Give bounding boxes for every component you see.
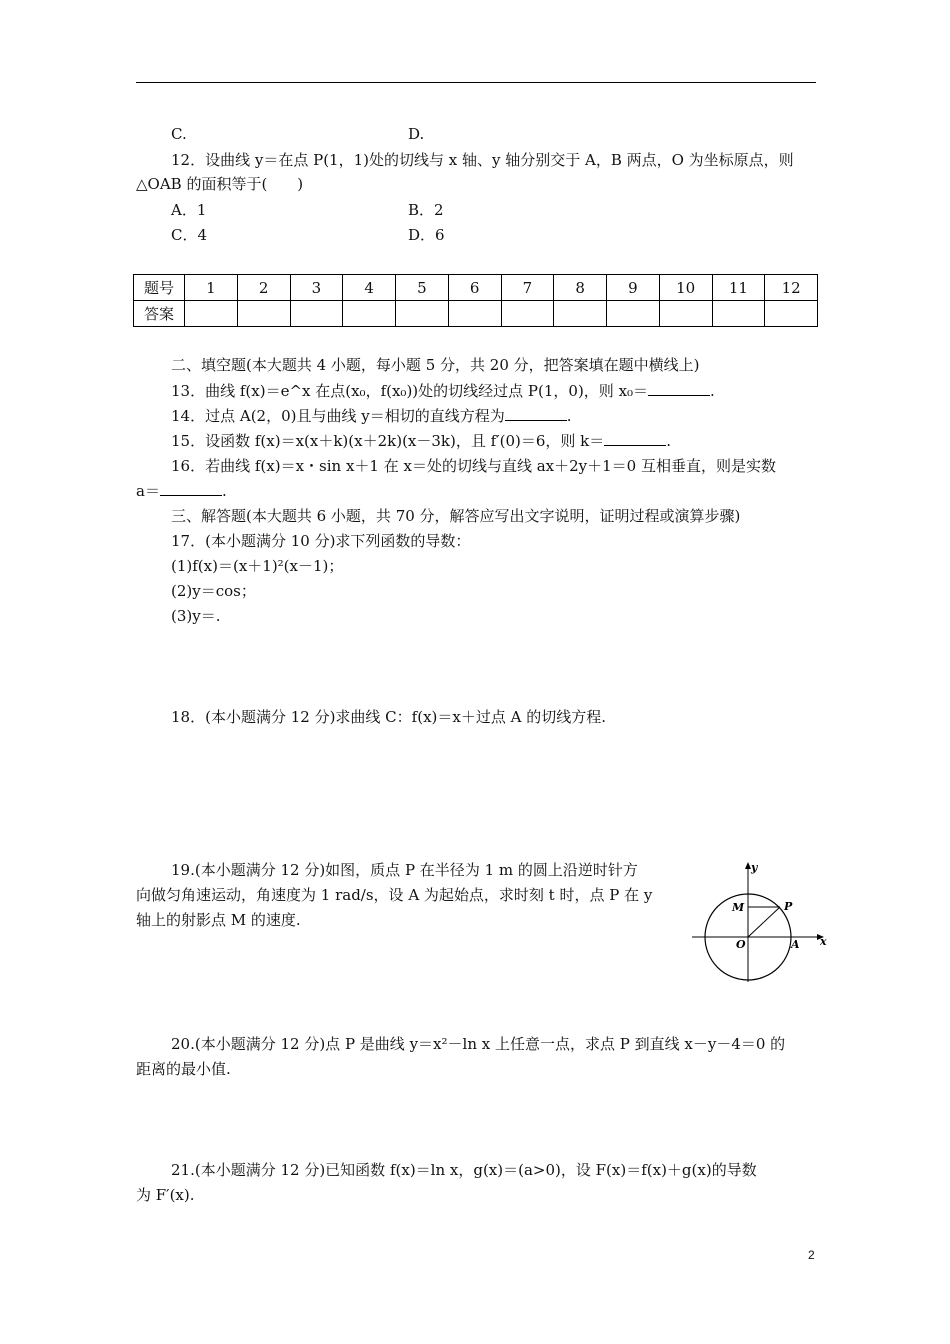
q17-part2: (2)y＝cos； [171, 582, 256, 600]
question-number-cell: 8 [554, 275, 607, 301]
page-number: 2 [808, 1248, 815, 1262]
q21-line2: 为 F′(x). [136, 1186, 195, 1204]
q20-line2: 距离的最小值. [136, 1060, 231, 1078]
q16-line1: 16．若曲线 f(x)＝x・sin x＋1 在 x＝处的切线与直线 ax＋2y＋1＝0 互相垂直，则是实数 [171, 457, 776, 475]
section3-heading: 三、解答题(本大题共 6 小题，共 70 分，解答应写出文字说明，证明过程或演算步骤) [171, 507, 741, 525]
q17-stem: 17．(本小题满分 10 分)求下列函数的导数： [171, 532, 471, 550]
question-number-label: 题号 [134, 275, 185, 301]
q12-option-b: B．2 [408, 201, 444, 219]
q12-line1: 12．设曲线 y＝在点 P(1，1)处的切线与 x 轴、y 轴分别交于 A，B 两点，O 为坐标原点，则 [171, 151, 794, 169]
q13: 13．曲线 f(x)＝e^x 在点(x₀，f(x₀))处的切线经过点 P(1，0)，则 x₀＝ . [171, 382, 715, 400]
answer-table-answer-row [134, 301, 818, 327]
question-number-cell: 10 [659, 275, 712, 301]
question-number-cell: 11 [712, 275, 765, 301]
answer-cell[interactable] [396, 301, 449, 327]
question-number-cell: 6 [448, 275, 501, 301]
q15: 15．设函数 f(x)＝x(x＋k)(x＋2k)(x－3k)，且 f′(0)＝6，则 k＝ . [171, 432, 672, 450]
q21-line1: 21.(本小题满分 12 分)已知函数 f(x)＝ln x，g(x)＝(a>0)，设 F(x)＝f(x)＋g(x)的导数 [171, 1161, 757, 1179]
q16-answer-blank[interactable] [160, 481, 222, 496]
q15-answer-blank[interactable] [604, 431, 666, 446]
label-p: P [784, 900, 793, 913]
question-number-cell: 12 [765, 275, 818, 301]
q20-line1: 20.(本小题满分 12 分)点 P 是曲线 y＝x²－ln x 上任意一点，求点 P 到直线 x－y－4＝0 的 [171, 1035, 786, 1053]
q13-answer-blank[interactable] [648, 381, 710, 396]
q11-option-c: C. [171, 125, 187, 143]
header-rule [136, 82, 816, 83]
answer-cell[interactable] [501, 301, 554, 327]
q12-option-a: A．1 [171, 201, 207, 219]
answer-cell[interactable] [765, 301, 818, 327]
question-number-cell: 3 [290, 275, 343, 301]
q17-part1: (1)f(x)＝(x＋1)²(x－1)； [171, 557, 344, 575]
q14: 14．过点 A(2，0)且与曲线 y＝相切的直线方程为 . [171, 407, 572, 425]
label-o: O [736, 938, 746, 951]
label-a: A [791, 938, 800, 951]
q11-option-d: D. [408, 125, 425, 143]
y-axis [745, 862, 751, 982]
label-y: y [751, 861, 758, 874]
q12-line2: △OAB 的面积等于( ) [136, 175, 304, 193]
q12-option-d: D．6 [408, 226, 445, 244]
q17-part3: (3)y＝. [171, 607, 221, 625]
q18: 18．(本小题满分 12 分)求曲线 C：f(x)＝x＋过点 A 的切线方程. [171, 708, 606, 726]
q16-line2: a＝ . [136, 482, 227, 500]
label-m: M [732, 901, 745, 914]
radius-op [748, 907, 780, 937]
question-number-cell: 4 [343, 275, 396, 301]
question-number-cell: 7 [501, 275, 554, 301]
q12-option-c: C．4 [171, 226, 208, 244]
question-number-cell: 9 [607, 275, 660, 301]
section2-heading: 二、填空题(本大题共 4 小题，每小题 5 分，共 20 分，把答案填在题中横线上) [171, 356, 700, 374]
answer-cell[interactable] [554, 301, 607, 327]
question-number-cell: 2 [237, 275, 290, 301]
q19-line2: 向做匀角速运动，角速度为 1 rad/s，设 A 为起始点，求时刻 t 时，点 P 在 y [136, 886, 653, 904]
x-axis [692, 934, 824, 940]
q14-answer-blank[interactable] [505, 406, 567, 421]
answer-cell[interactable] [343, 301, 396, 327]
answer-table-header-row [134, 275, 818, 301]
answer-cell[interactable] [712, 301, 765, 327]
q19-unit-circle-figure [688, 858, 830, 988]
answer-cell[interactable] [290, 301, 343, 327]
q19-line1: 19.(本小题满分 12 分)如图，质点 P 在半径为 1 m 的圆上沿逆时针方 [171, 861, 638, 879]
answer-cell[interactable] [448, 301, 501, 327]
label-x: x [820, 935, 827, 948]
question-number-cell: 5 [396, 275, 449, 301]
question-number-cell: 1 [185, 275, 238, 301]
answer-label: 答案 [134, 301, 185, 327]
answer-cell[interactable] [185, 301, 238, 327]
answer-table [133, 274, 818, 327]
q19-line3: 轴上的射影点 M 的速度. [136, 911, 301, 929]
answer-cell[interactable] [659, 301, 712, 327]
answer-cell[interactable] [237, 301, 290, 327]
answer-cell[interactable] [607, 301, 660, 327]
